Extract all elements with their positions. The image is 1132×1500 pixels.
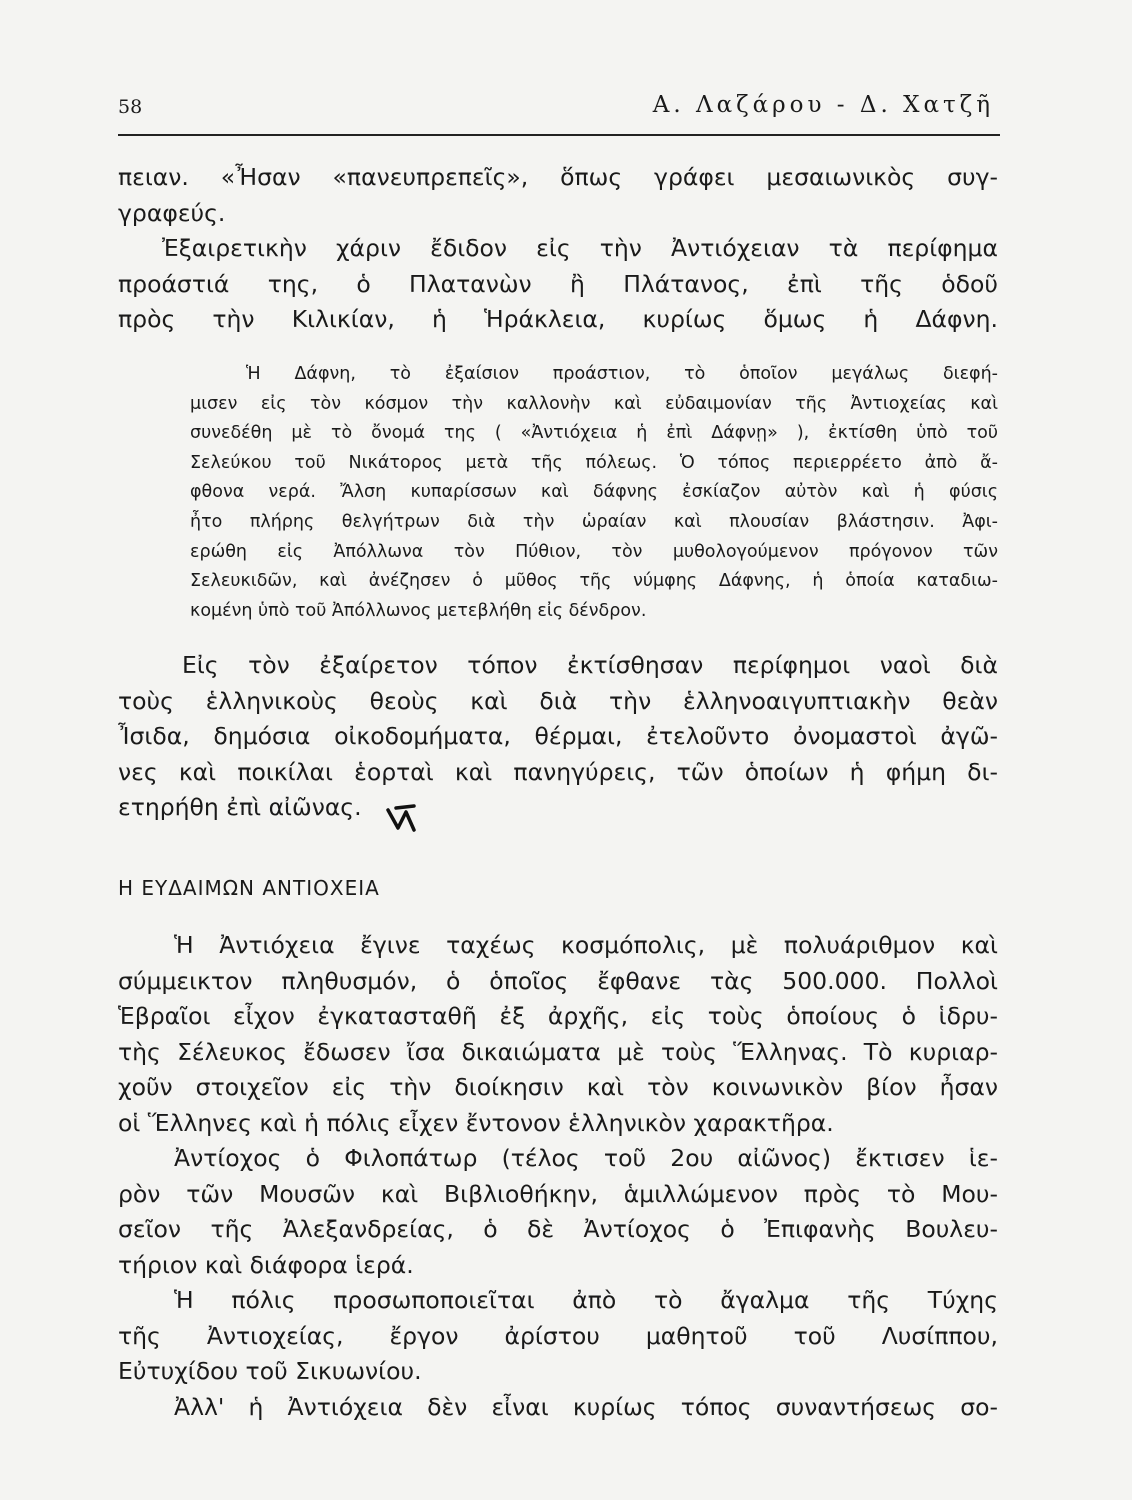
text-line: Ἶσιδα, δημόσια οἰκοδομήματα, θέρμαι, ἐτελοῦντο ὀνομαστοὶ ἀγῶ- [118,722,998,750]
page-number: 58 [118,96,143,118]
text-line: τήριον καὶ διάφορα ἱερά. [118,1250,414,1279]
note-line: κομένη ὑπὸ τοῦ Ἀπόλλωνος μετεβλήθη εἰς δένδρον. [190,600,647,621]
text-line: πρὸς τὴν Κιλικίαν, ἡ Ἡράκλεια, κυρίως ὅμως ἡ Δάφνη. [118,305,998,333]
section-heading: Η ΕΥΔΑΙΜΩΝ ΑΝΤΙΟΧΕΙΑ [118,876,380,900]
text-line: ετηρήθη ἐπὶ αἰῶνας. [118,793,362,821]
text-line: Ἐξαιρετικὴν χάριν ἔδιδον εἰς τὴν Ἀντιόχειαν τὰ περίφημα [162,234,998,262]
text-line: τὴς Σέλευκος ἔδωσεν ἴσα δικαιώματα μὲ τοὺς Ἕλληνας. Τὸ κυριαρ- [118,1037,998,1066]
note-line: ἦτο πλήρης θελγήτρων διὰ τὴν ὡραίαν καὶ πλουσίαν βλάστησιν. Ἀφι- [190,511,998,532]
note-line: μισεν εἰς τὸν κόσμον τὴν καλλονὴν καὶ εὐδαιμονίαν τῆς Ἀντιοχείας καὶ [190,393,998,414]
paragraph-block-3 [118,928,998,1425]
text-line: οἱ Ἕλληνες καὶ ἡ πόλις εἶχεν ἔντονον ἑλληνικὸν χαρακτῆρα. [118,1108,834,1137]
note-line: συνεδέθη μὲ τὸ ὄνομά της ( «Ἀντιόχεια ἡ ἐπὶ Δάφνῃ» ), ἐκτίσθη ὑπὸ τοῦ [190,423,998,444]
text-line: Εὐτυχίδου τοῦ Σικυωνίου. [118,1357,422,1385]
note-line: ερώθη εἰς Ἀπόλλωνα τὸν Πύθιον, τὸν μυθολογούμενον πρόγονον τῶν [190,541,998,562]
text-line: Ἡ Ἀντιόχεια ἔγινε ταχέως κοσμόπολις, μὲ πολυάριθμον καὶ [174,931,998,959]
text-line: τῆς Ἀντιοχείας, ἔργον ἀρίστου μαθητοῦ τοῦ Λυσίππου, [118,1321,998,1350]
text-line: Ἑβραῖοι εἶχον ἐγκατασταθῆ ἐξ ἀρχῆς, εἰς τοὺς ὁποίους ὁ ἱδρυ- [118,1002,998,1030]
text-line: Ἀλλ' ἡ Ἀντιόχεια δὲν εἶναι κυρίως τόπος συναντήσεως σο- [174,1392,998,1421]
text-line: πειαν. «Ἦσαν «πανευπρεπεῖς», ὅπως γράφει μεσαιωνικὸς συγ- [118,163,998,191]
note-line: φθονα νερά. Ἄλση κυπαρίσσων καὶ δάφνης ἐσκίαζον αὐτὸν καὶ ἡ φύσις [190,482,998,503]
text-line: σύμμεικτον πληθυσμόν, ὁ ὁποῖος ἔφθανε τὰς 500.000. Πολλοὶ [118,966,998,995]
note-line: Σελευκιδῶν, καὶ ἀνέζησεν ὁ μῦθος τῆς νύμφης Δάφνης, ἡ ὁποία καταδιω- [190,571,998,592]
paragraph-block-2 [118,648,998,826]
paragraph-block-1 [118,160,998,338]
note-line: Σελεύκου τοῦ Νικάτορος μετὰ τῆς πόλεως. Ὁ τόπος περιερρέετο ἀπὸ ἄ- [190,452,998,473]
text-line: τοὺς ἑλληνικοὺς θεοὺς καὶ διὰ τὴν ἑλληνοαιγυπτιακὴν θεὰν [118,686,998,715]
header-rule [118,134,1000,136]
handwritten-mark [384,800,420,836]
text-line: χοῦν στοιχεῖον εἰς τὴν διοίκησιν καὶ τὸν κοινωνικὸν βίον ἦσαν [118,1073,998,1101]
text-line: Εἰς τὸν ἐξαίρετον τόπον ἐκτίσθησαν περίφημοι ναοὶ διὰ [182,651,998,679]
text-line: σεῖον τῆς Ἀλεξανδρείας, ὁ δὲ Ἀντίοχος ὁ Ἐπιφανὴς Βουλευ- [118,1215,998,1243]
note-line: Ἡ Δάφνη, τὸ ἐξαίσιον προάστιον, τὸ ὁποῖον μεγάλως διεφή- [246,364,998,384]
page-header [118,92,998,132]
text-line: προάστιά της, ὁ Πλατανὼν ἢ Πλάτανος, ἐπὶ τῆς ὁδοῦ [118,269,998,298]
running-head: Α. Λαζάρου - Δ. Χατζῆ [652,92,994,118]
text-line: νες καὶ ποικίλαι ἑορταὶ καὶ πανηγύρεις, τῶν ὁποίων ἡ φήμη δι- [118,757,998,786]
text-line: ρὸν τῶν Μουσῶν καὶ Βιβλιοθήκην, ἁμιλλώμενον πρὸς τὸ Μου- [118,1179,998,1208]
text-line: Ἡ πόλις προσωποποιεῖται ἀπὸ τὸ ἄγαλμα τῆς Τύχης [174,1286,998,1314]
footnote-block [190,360,998,626]
text-line: Ἀντίοχος ὁ Φιλοπάτωρ (τέλος τοῦ 2ου αἰῶνος) ἔκτισεν ἱε- [174,1144,998,1172]
text-line: γραφεύς. [118,198,226,227]
